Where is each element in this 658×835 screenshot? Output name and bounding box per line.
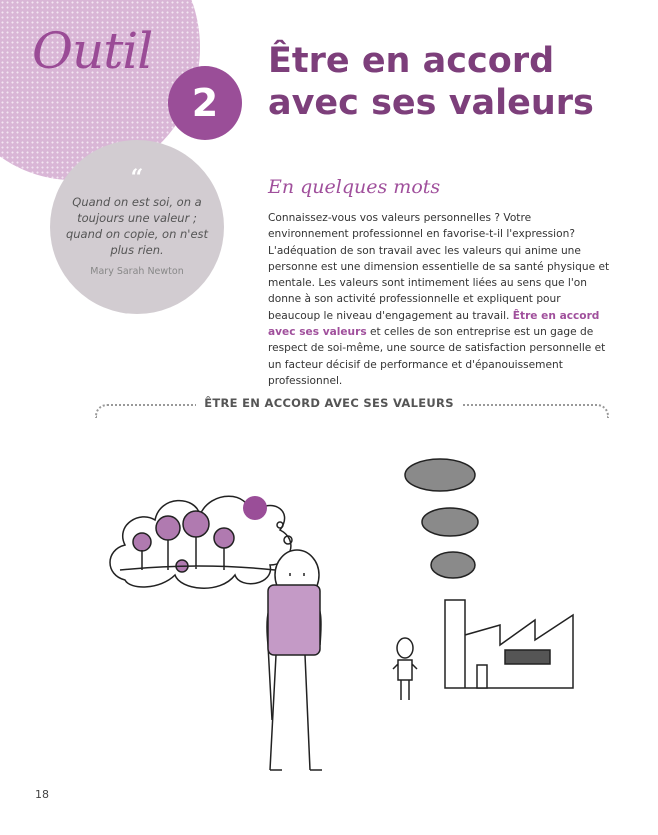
tool-label: Outil [32, 22, 153, 80]
factory [445, 600, 573, 688]
small-person [393, 638, 417, 700]
title-line-1: Être en accord [268, 41, 555, 81]
page-number: 18 [35, 788, 49, 801]
quote-author: Mary Sarah Newton [90, 266, 184, 277]
thinking-person-illustration [100, 470, 340, 780]
factory-illustration [385, 450, 605, 700]
body-paragraph [268, 210, 610, 389]
section-heading: En quelques mots [268, 176, 441, 198]
tool-number-badge: 2 [168, 66, 242, 140]
body-text-1: Connaissez-vous vos valeurs personnelles ? Votre environnement professionnel en favorise-t-il l'expression? L'adéquation de son travail avec les valeurs qui anime une personne est une dimension essentielle de sa santé physique et mentale. Les valeurs sont intimement liées au sens que l'on donne à son activité professionnelle et expliquent pour beaucoup le niveau d'engagement au travail. [268, 212, 610, 322]
title-line-2: avec ses valeurs [268, 83, 594, 123]
quote-mark-icon: “ [130, 165, 144, 191]
illustration-heading: ÊTRE EN ACCORD AVEC SES VALEURS [196, 396, 462, 410]
quote-circle [50, 140, 224, 314]
body-text-2: et celles de son entreprise est un gage de respect de soi-même, une source de satisfaction personnelle et un facteur décisif de performance et d'épanouissement professionnel. [268, 326, 606, 387]
quote-text: Quand on est soi, on a toujours une valeur ; quand on copie, on n'est plus rien. [65, 195, 209, 257]
illustration-heading-wrap [0, 392, 658, 411]
smoke-clouds [405, 459, 478, 578]
body-highlight: Être en accord avec ses valeurs [268, 309, 600, 339]
page-title [268, 40, 594, 124]
